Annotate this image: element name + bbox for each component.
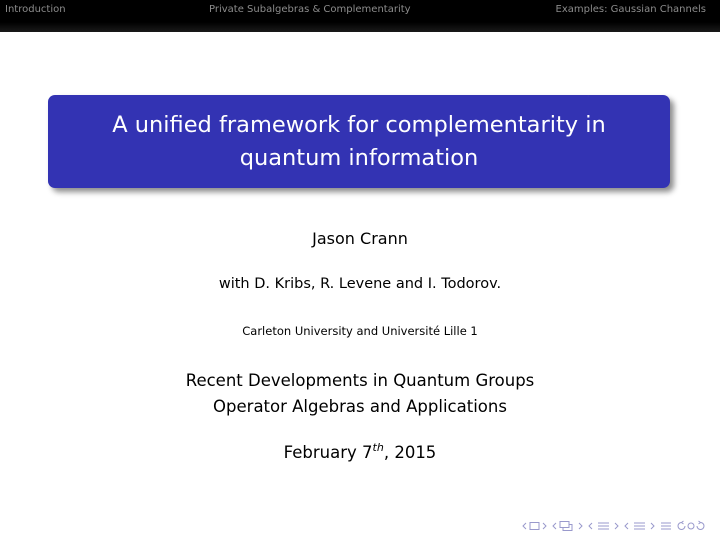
frame-nav-icon[interactable] — [522, 520, 548, 532]
title-line-2: quantum information — [239, 144, 479, 171]
date-superscript: th — [372, 441, 384, 454]
section-nav-icon[interactable] — [588, 520, 620, 532]
title-line-1: A unified framework for complementarity in — [112, 111, 606, 138]
nav-introduction[interactable]: Introduction — [5, 4, 66, 15]
date — [0, 443, 720, 462]
header-bar — [0, 0, 720, 32]
nav-examples[interactable]: Examples: Gaussian Channels — [555, 4, 706, 15]
affiliation: Carleton University and Université Lille 1 — [242, 324, 478, 338]
conference-line-2: Operator Algebras and Applications — [213, 397, 507, 416]
align-icon[interactable] — [660, 520, 672, 532]
collaborators: with D. Kribs, R. Levene and I. Todorov. — [218, 276, 502, 292]
conference-line-1: Recent Developments in Quantum Groups — [185, 371, 535, 390]
nav-private-subalgebras[interactable]: Private Subalgebras & Complementarity — [209, 4, 411, 15]
date-prefix: February 7 — [283, 443, 373, 462]
date-suffix: , 2015 — [383, 443, 437, 462]
beamer-navigation — [522, 519, 706, 533]
author: Jason Crann — [312, 229, 408, 248]
subsection-nav-icon[interactable] — [552, 520, 584, 532]
title-box — [48, 95, 670, 188]
document-nav-icon[interactable] — [624, 520, 656, 532]
search-back-forward-icon[interactable] — [676, 520, 706, 532]
